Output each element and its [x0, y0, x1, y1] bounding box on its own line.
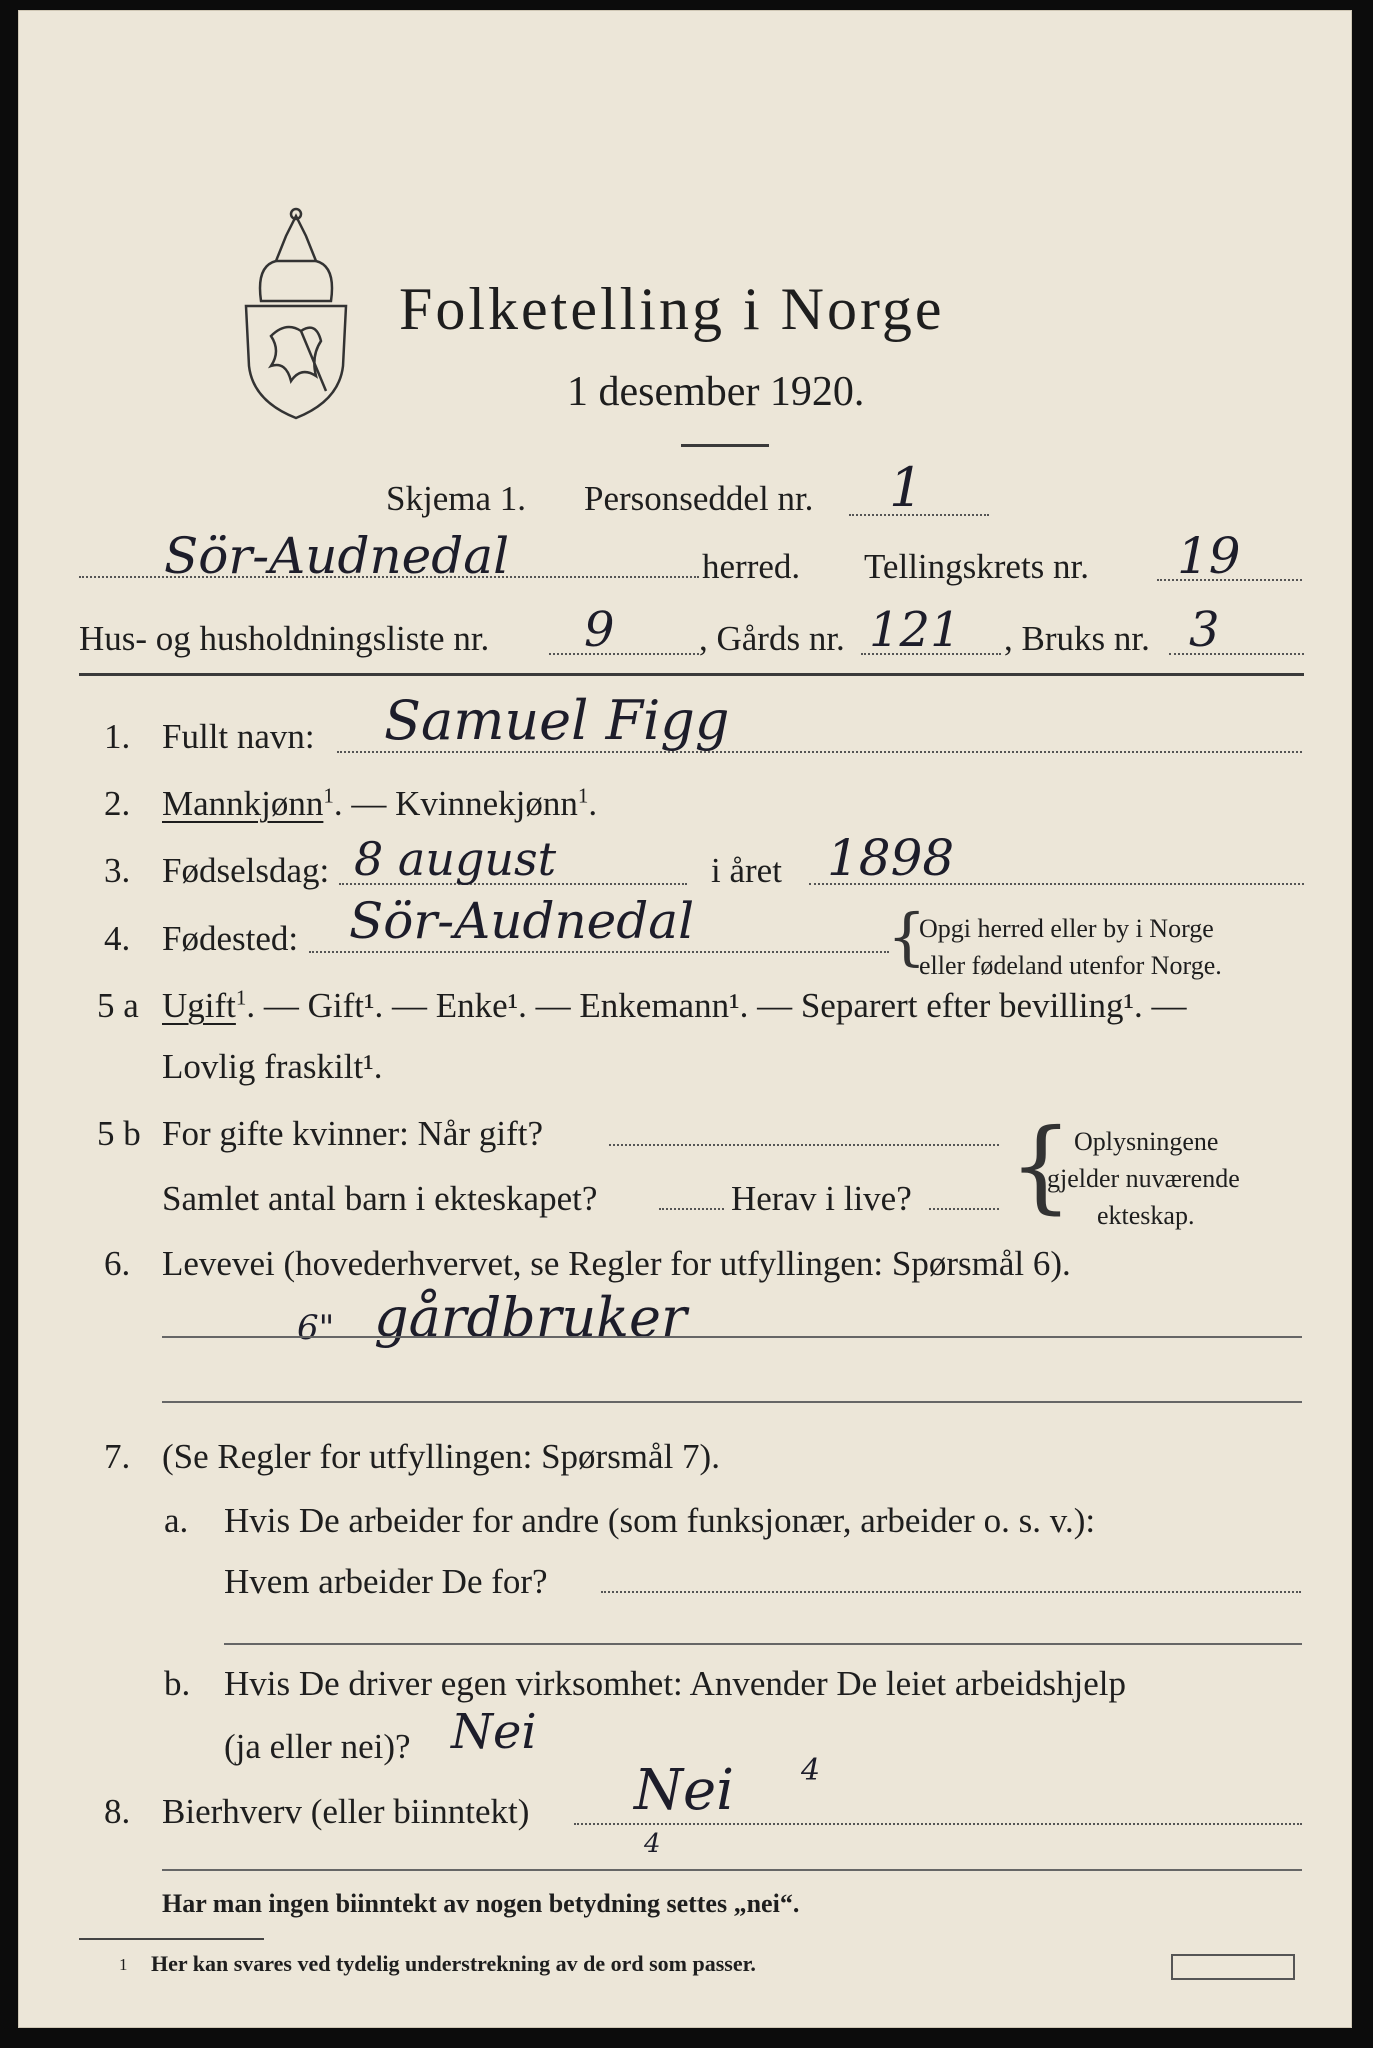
q7b-line2: (ja eller nei)? — [224, 1727, 411, 1766]
husliste-label: Hus- og husholdningsliste nr. — [79, 619, 490, 658]
q7b-line1: Hvis De driver egen virksomhet: Anvender De leiet arbeidshjelp — [224, 1664, 1126, 1703]
q6-number: 6. — [104, 1244, 131, 1283]
title-divider — [681, 444, 769, 447]
q7a-extra-line — [224, 1643, 1302, 1645]
q4-line — [309, 951, 889, 953]
footer-note: Har man ingen biinntekt av nogen betydning settes „nei“. — [162, 1889, 800, 1918]
q6-line1 — [162, 1336, 1302, 1338]
q6-label: Levevei (hovederhvervet, se Regler for utfyllingen: Spørsmål 6). — [162, 1244, 1071, 1283]
q8-mark-1: 4 — [801, 1753, 821, 1788]
q2-number: 2. — [104, 784, 131, 823]
tellingskrets-value: 19 — [1177, 527, 1241, 585]
q8-number: 8. — [104, 1792, 131, 1831]
husliste-value: 9 — [584, 602, 615, 658]
q8-value: Nei — [634, 1758, 735, 1823]
q4-note-brace: { — [887, 900, 927, 973]
q5b-line2b: Herav i live? — [731, 1179, 912, 1218]
q2-footnote-ref-2: 1 — [577, 783, 589, 808]
q5b-note2: gjelder nuværende — [1047, 1164, 1240, 1193]
footnote-divider — [79, 1938, 264, 1940]
q6-mark: 6" — [297, 1308, 335, 1348]
gards-value: 121 — [869, 602, 961, 658]
q1-number: 1. — [104, 717, 131, 756]
bruks-value: 3 — [1189, 602, 1220, 658]
q7a-letter: a. — [164, 1501, 189, 1540]
q5a-line1 — [162, 985, 1187, 1025]
q5b-number: 5 b — [97, 1114, 141, 1153]
q2-separator: . — — [333, 784, 396, 823]
q3-year-value: 1898 — [827, 829, 955, 887]
header-divider — [79, 673, 1304, 676]
footnote-marker: 1 — [119, 1955, 128, 1974]
q5a-number: 5 a — [97, 986, 139, 1025]
q5b-line1: For gifte kvinner: Når gift? — [162, 1114, 544, 1153]
q7a-employer-line — [601, 1591, 1301, 1593]
personseddel-label: Personseddel nr. — [584, 479, 814, 518]
q5b-note1: Oplysningene — [1074, 1127, 1219, 1156]
q4-value: Sör-Audnedal — [349, 892, 695, 950]
footnote-text: Her kan svares ved tydelig understrekning av de ord som passer. — [151, 1951, 756, 1976]
q2-footnote-ref-1: 1 — [323, 783, 334, 808]
q1-label: Fullt navn: — [162, 717, 315, 756]
q2-end: . — [588, 784, 598, 823]
norwegian-coat-of-arms-icon — [231, 206, 361, 421]
personseddel-value: 1 — [889, 456, 924, 519]
q5a-line2: Lovlig fraskilt¹. — [162, 1047, 383, 1086]
q3-year-label: i året — [711, 851, 782, 890]
q7a-line1: Hvis De arbeider for andre (som funksjonær, arbeider o. s. v.): — [224, 1501, 1096, 1540]
q7a-line2: Hvem arbeider De for? — [224, 1562, 548, 1601]
herred-value: Sör-Audnedal — [164, 527, 510, 585]
q8-extra-line — [162, 1869, 1302, 1871]
q6-value: gårdbruker — [374, 1286, 687, 1349]
q6-line2 — [162, 1401, 1302, 1403]
q2-text — [162, 783, 598, 823]
gards-label: , Gårds nr. — [699, 619, 845, 658]
q5b-married-line — [609, 1144, 999, 1146]
q4-label: Fødested: — [162, 919, 299, 958]
q8-line — [574, 1823, 1302, 1825]
herred-label: herred. — [702, 547, 801, 586]
q4-note-line2: eller fødeland utenfor Norge. — [919, 951, 1222, 980]
q2-male-option: Mannkjønn — [162, 784, 324, 823]
q5b-note-brace: { — [1009, 1107, 1073, 1224]
q3-label: Fødselsdag: — [162, 851, 330, 890]
printer-mark-icon — [1171, 1954, 1295, 1980]
tellingskrets-label: Tellingskrets nr. — [864, 547, 1090, 586]
q5b-children-line — [659, 1208, 724, 1210]
q1-value: Samuel Figg — [384, 689, 730, 752]
q8-mark-2: 4 — [644, 1829, 661, 1859]
q8-label: Bierhverv (eller biinntekt) — [162, 1792, 530, 1831]
census-form-sheet — [18, 10, 1352, 2028]
q7-label: (Se Regler for utfyllingen: Spørsmål 7). — [162, 1437, 720, 1476]
q5b-alive-line — [929, 1208, 999, 1210]
q5b-note3: ekteskap. — [1097, 1201, 1195, 1230]
q3-day-value: 8 august — [354, 832, 557, 886]
husliste-line — [549, 653, 699, 655]
q5b-line2a: Samlet antal barn i ekteskapet? — [162, 1179, 598, 1218]
q4-number: 4. — [104, 919, 131, 958]
q5a-other-options: . — Gift¹. — Enke¹. — Enkemann¹. — Separert efter bevilling¹. — — [246, 986, 1187, 1025]
form-title: Folketelling i Norge — [399, 276, 945, 342]
schema-label: Skjema 1. — [386, 479, 526, 518]
census-date: 1 desember 1920. — [567, 369, 865, 415]
q2-female-option: Kvinnekjønn — [395, 784, 578, 823]
bruks-label: , Bruks nr. — [1004, 619, 1150, 658]
q7-number: 7. — [104, 1437, 131, 1476]
q7b-value: Nei — [451, 1704, 537, 1760]
q5a-ugift-option: Ugift — [162, 986, 236, 1025]
q4-note-line1: Opgi herred eller by i Norge — [919, 914, 1214, 943]
q5a-footnote-ref: 1 — [235, 985, 247, 1010]
q3-number: 3. — [104, 851, 131, 890]
q7b-letter: b. — [164, 1664, 191, 1703]
